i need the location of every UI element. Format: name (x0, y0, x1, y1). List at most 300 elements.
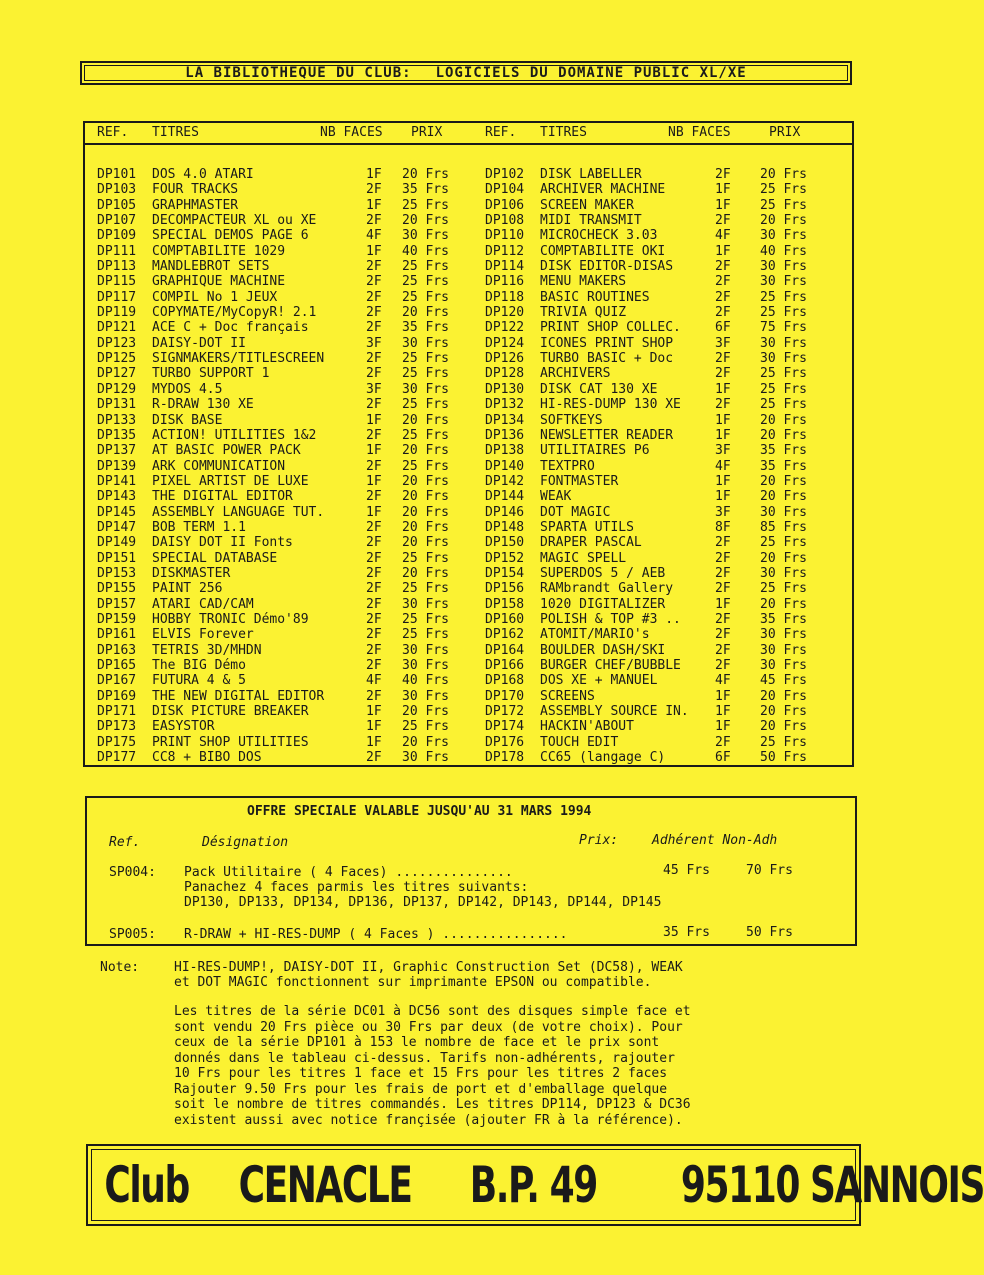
cell-ref-right: DP144 (485, 489, 525, 505)
cell-ref-left: DP121 (97, 320, 137, 336)
cell-faces-right: 3F (715, 335, 731, 351)
cell-title-right: SUPERDOS 5 / AEB (540, 565, 666, 581)
cell-faces-right: 1F (715, 182, 731, 198)
cell-price-right: 20 Frs (760, 167, 807, 182)
cell-ref-left: DP103 (97, 182, 137, 198)
cell-faces-right: 2F (715, 550, 731, 566)
cell-title-right: 1020 DIGITALIZER (540, 596, 666, 612)
offer-sp004-line2: Panachez 4 faces parmis les titres suivants: (184, 880, 529, 895)
cell-price-left: 30 Frs (402, 596, 449, 612)
cell-price-right: 25 Frs (760, 289, 807, 305)
cell-price-right: 20 Frs (760, 596, 807, 612)
offer-sp004-nonmember-price: 70 Frs (746, 863, 793, 878)
offer-title: OFFRE SPECIALE VALABLE JUSQU'AU 31 MARS 1994 (247, 804, 592, 819)
cell-ref-left: DP147 (97, 519, 137, 535)
cell-ref-left: DP153 (97, 565, 137, 581)
cell-ref-left: DP111 (97, 243, 137, 259)
note-paragraph-line: soit le nombre de titres commandés. Les titres DP114, DP123 & DC36 (174, 1097, 691, 1112)
cell-title-right: DISK EDITOR-DISAS (540, 259, 674, 275)
cell-ref-left: DP101 (97, 167, 137, 182)
note-paragraph-line: existent aussi avec notice françisée (ajouter FR à la référence). (174, 1112, 683, 1128)
cell-faces-left: 2F (366, 519, 382, 535)
cell-price-right: 25 Frs (760, 381, 807, 397)
cell-price-right: 25 Frs (760, 182, 807, 198)
cell-title-left: MYDOS 4.5 (152, 381, 223, 397)
table-row (85, 750, 852, 765)
cell-ref-right: DP160 (485, 611, 525, 627)
cell-price-right: 25 Frs (760, 197, 807, 213)
cell-title-right: MAGIC SPELL (540, 550, 627, 566)
cell-ref-left: DP157 (97, 596, 137, 612)
cell-faces-right: 2F (715, 627, 731, 643)
cell-ref-right: DP126 (485, 351, 525, 367)
cell-title-left: DAISY DOT II Fonts (152, 535, 293, 551)
cell-faces-left: 2F (366, 289, 382, 305)
table-row (85, 228, 852, 243)
cell-ref-right: DP124 (485, 335, 525, 351)
cell-ref-left: DP155 (97, 581, 137, 597)
cell-ref-left: DP139 (97, 458, 137, 474)
cell-price-right: 30 Frs (760, 335, 807, 351)
cell-ref-left: DP125 (97, 351, 137, 367)
cell-faces-left: 2F (366, 627, 382, 643)
table-row (85, 305, 852, 320)
cell-ref-right: DP114 (485, 259, 525, 275)
cell-faces-right: 2F (715, 305, 731, 321)
cell-faces-left: 2F (366, 489, 382, 505)
cell-price-left: 20 Frs (402, 489, 449, 505)
cell-title-right: HI-RES-DUMP 130 XE (540, 397, 681, 413)
cell-title-right: FONTMASTER (540, 473, 619, 489)
table-row (85, 673, 852, 688)
note-paragraph-line: sont vendu 20 Frs pièce ou 30 Frs par deux (de votre choix). Pour (174, 1019, 683, 1035)
column-header-ref-left: REF. (97, 125, 129, 140)
cell-ref-left: DP169 (97, 688, 137, 704)
cell-price-right: 20 Frs (760, 688, 807, 704)
cell-title-left: SPECIAL DEMOS PAGE 6 (152, 228, 309, 244)
cell-title-left: CC8 + BIBO DOS (152, 750, 262, 766)
cell-title-left: ELVIS Forever (152, 627, 254, 643)
cell-ref-left: DP127 (97, 366, 137, 382)
cell-price-left: 25 Frs (402, 397, 449, 413)
cell-faces-left: 1F (366, 243, 382, 259)
cell-title-left: PAINT 256 (152, 581, 223, 597)
column-header-titles-left: TITRES (152, 125, 199, 140)
cell-price-left: 20 Frs (402, 535, 449, 551)
cell-price-right: 40 Frs (760, 243, 807, 259)
cell-ref-right: DP102 (485, 167, 525, 182)
cell-title-right: ARCHIVERS (540, 366, 611, 382)
table-row (85, 612, 852, 627)
cell-ref-right: DP164 (485, 642, 525, 658)
table-row (85, 274, 852, 289)
table-row (85, 397, 852, 412)
cell-faces-right: 2F (715, 535, 731, 551)
cell-title-right: TOUCH EDIT (540, 734, 619, 750)
table-row (85, 627, 852, 642)
cell-ref-right: DP128 (485, 366, 525, 382)
cell-price-left: 25 Frs (402, 581, 449, 597)
cell-faces-left: 1F (366, 473, 382, 489)
offer-col-designation: Désignation (202, 835, 289, 850)
cell-title-left: DECOMPACTEUR XL ou XE (152, 213, 317, 229)
cell-ref-left: DP137 (97, 443, 137, 459)
cell-title-left: THE DIGITAL EDITOR (152, 489, 293, 505)
cell-faces-left: 2F (366, 458, 382, 474)
cell-title-left: ACTION! UTILITIES 1&2 (152, 427, 317, 443)
table-row (85, 704, 852, 719)
cell-ref-right: DP150 (485, 535, 525, 551)
cell-ref-left: DP149 (97, 535, 137, 551)
table-row (85, 535, 852, 550)
cell-title-right: TRIVIA QUIZ (540, 305, 627, 321)
cell-faces-left: 1F (366, 719, 382, 735)
cell-ref-right: DP136 (485, 427, 525, 443)
note-line-1: HI-RES-DUMP!, DAISY-DOT II, Graphic Construction Set (DC58), WEAK (174, 960, 683, 975)
offer-col-member: Adhérent Non-Adh (652, 833, 778, 848)
cell-price-right: 25 Frs (760, 581, 807, 597)
table-row (85, 167, 852, 182)
cell-faces-right: 1F (715, 427, 731, 443)
cell-ref-right: DP116 (485, 274, 525, 290)
cell-title-right: ASSEMBLY SOURCE IN. (540, 704, 689, 720)
cell-price-right: 20 Frs (760, 412, 807, 428)
cell-faces-right: 1F (715, 412, 731, 428)
cell-faces-left: 4F (366, 228, 382, 244)
table-row (85, 244, 852, 259)
cell-ref-right: DP122 (485, 320, 525, 336)
cell-faces-right: 2F (715, 274, 731, 290)
cell-price-left: 20 Frs (402, 305, 449, 321)
cell-title-right: BASIC ROUTINES (540, 289, 650, 305)
cell-faces-right: 2F (715, 289, 731, 305)
cell-ref-left: DP131 (97, 397, 137, 413)
offer-sp004-member-price: 45 Frs (663, 863, 710, 878)
cell-ref-left: DP105 (97, 197, 137, 213)
cell-price-left: 20 Frs (402, 504, 449, 520)
footer-club: Club (104, 1156, 189, 1214)
table-row (85, 658, 852, 673)
table-row (85, 351, 852, 366)
cell-ref-right: DP110 (485, 228, 525, 244)
cell-ref-left: DP165 (97, 658, 137, 673)
cell-price-left: 35 Frs (402, 182, 449, 198)
cell-ref-right: DP104 (485, 182, 525, 198)
cell-faces-left: 2F (366, 305, 382, 321)
footer-name: CENACLE (238, 1156, 412, 1214)
cell-price-left: 20 Frs (402, 704, 449, 720)
note-paragraph-line: Rajouter 9.50 Frs pour les frais de port et d'emballage quelque (174, 1081, 668, 1097)
cell-ref-left: DP135 (97, 427, 137, 443)
cell-price-left: 30 Frs (402, 658, 449, 673)
cell-price-left: 20 Frs (402, 473, 449, 489)
offer-sp005-name: R-DRAW + HI-RES-DUMP ( 4 Faces ) ................ (184, 927, 568, 942)
cell-title-right: NEWSLETTER READER (540, 427, 674, 443)
cell-faces-right: 1F (715, 596, 731, 612)
note-paragraph-line: ceux de la série DP101 à 153 le nombre de face et le prix sont (174, 1035, 660, 1050)
cell-title-right: DISK LABELLER (540, 167, 642, 182)
cell-ref-right: DP156 (485, 581, 525, 597)
cell-title-left: ASSEMBLY LANGUAGE TUT. (152, 504, 325, 520)
cell-faces-left: 2F (366, 397, 382, 413)
table-row (85, 382, 852, 397)
table-row (85, 336, 852, 351)
cell-ref-left: DP115 (97, 274, 137, 290)
cell-price-left: 25 Frs (402, 627, 449, 643)
cell-title-right: UTILITAIRES P6 (540, 443, 650, 459)
cell-title-right: DRAPER PASCAL (540, 535, 642, 551)
cell-price-left: 25 Frs (402, 351, 449, 367)
cell-price-left: 25 Frs (402, 458, 449, 474)
table-row (85, 489, 852, 504)
cell-ref-right: DP166 (485, 658, 525, 673)
cell-ref-right: DP158 (485, 596, 525, 612)
cell-title-right: ICONES PRINT SHOP (540, 335, 674, 351)
table-row (85, 443, 852, 458)
cell-faces-right: 8F (715, 519, 731, 535)
cell-title-left: PRINT SHOP UTILITIES (152, 734, 309, 750)
table-row (85, 719, 852, 734)
cell-ref-left: DP141 (97, 473, 137, 489)
cell-title-right: POLISH & TOP #3 .. (540, 611, 681, 627)
offer-col-ref: Ref. (109, 835, 141, 850)
cell-faces-left: 2F (366, 259, 382, 275)
cell-title-left: The BIG Démo (152, 658, 246, 673)
offer-sp004-line3: DP130, DP133, DP134, DP136, DP137, DP142, DP143, DP144, DP145 (184, 895, 662, 910)
table-row (85, 366, 852, 381)
cell-ref-left: DP173 (97, 719, 137, 735)
page-title-banner (80, 61, 852, 85)
cell-title-right: DOT MAGIC (540, 504, 611, 520)
cell-faces-left: 2F (366, 581, 382, 597)
catalog-table (83, 121, 854, 767)
cell-title-left: PIXEL ARTIST DE LUXE (152, 473, 309, 489)
catalog-body (85, 167, 852, 765)
cell-price-right: 50 Frs (760, 750, 807, 766)
cell-ref-left: DP175 (97, 734, 137, 750)
cell-price-right: 30 Frs (760, 504, 807, 520)
cell-price-right: 30 Frs (760, 627, 807, 643)
column-header-price-right: PRIX (769, 125, 801, 140)
cell-price-left: 25 Frs (402, 611, 449, 627)
cell-ref-left: DP171 (97, 704, 137, 720)
cell-faces-left: 2F (366, 320, 382, 336)
cell-faces-right: 2F (715, 351, 731, 367)
cell-faces-right: 3F (715, 443, 731, 459)
cell-ref-left: DP129 (97, 381, 137, 397)
cell-title-left: COMPIL No 1 JEUX (152, 289, 278, 305)
cell-price-left: 40 Frs (402, 243, 449, 259)
cell-ref-right: DP108 (485, 213, 525, 229)
offer-sp005-ref: SP005: (109, 927, 156, 942)
cell-price-right: 20 Frs (760, 473, 807, 489)
cell-title-left: GRAPHMASTER (152, 197, 239, 213)
cell-faces-left: 2F (366, 596, 382, 612)
cell-title-right: WEAK (540, 489, 572, 505)
note-line-2: et DOT MAGIC fonctionnent sur imprimante EPSON ou compatible. (174, 975, 652, 990)
cell-price-right: 25 Frs (760, 535, 807, 551)
cell-faces-left: 2F (366, 565, 382, 581)
cell-faces-right: 4F (715, 458, 731, 474)
cell-ref-right: DP152 (485, 550, 525, 566)
table-row (85, 551, 852, 566)
cell-ref-right: DP176 (485, 734, 525, 750)
cell-title-left: GRAPHIQUE MACHINE (152, 274, 286, 290)
cell-title-right: BOULDER DASH/SKI (540, 642, 666, 658)
cell-ref-left: DP163 (97, 642, 137, 658)
special-offer-box (85, 796, 857, 946)
cell-ref-left: DP113 (97, 259, 137, 275)
table-row (85, 735, 852, 750)
cell-price-left: 25 Frs (402, 427, 449, 443)
cell-title-left: TETRIS 3D/MHDN (152, 642, 262, 658)
cell-title-left: SPECIAL DATABASE (152, 550, 278, 566)
cell-price-right: 30 Frs (760, 259, 807, 275)
cell-price-right: 20 Frs (760, 704, 807, 720)
club-address-banner (86, 1144, 984, 1226)
cell-faces-right: 2F (715, 366, 731, 382)
note-paragraph-line: donnés dans le tableau ci-dessus. Tarifs non-adhérents, rajouter (174, 1050, 675, 1066)
cell-faces-right: 2F (715, 213, 731, 229)
cell-price-left: 25 Frs (402, 274, 449, 290)
note-paragraph-line: Les titres de la série DC01 à DC56 sont des disques simple face et (174, 1004, 691, 1019)
table-row (85, 213, 852, 228)
cell-price-left: 20 Frs (402, 213, 449, 229)
catalog-header-row (85, 123, 852, 145)
cell-price-right: 75 Frs (760, 320, 807, 336)
cell-title-left: HOBBY TRONIC Démo'89 (152, 611, 309, 627)
cell-ref-right: DP138 (485, 443, 525, 459)
cell-title-left: DISK PICTURE BREAKER (152, 704, 309, 720)
table-row (85, 689, 852, 704)
table-row (85, 198, 852, 213)
table-row (85, 643, 852, 658)
cell-price-left: 30 Frs (402, 228, 449, 244)
cell-ref-left: DP145 (97, 504, 137, 520)
cell-faces-right: 3F (715, 504, 731, 520)
cell-title-left: ARK COMMUNICATION (152, 458, 286, 474)
cell-faces-right: 2F (715, 167, 731, 182)
footer-city: 95110 SANNOIS (680, 1156, 984, 1214)
cell-faces-left: 1F (366, 167, 382, 182)
cell-faces-left: 1F (366, 504, 382, 520)
cell-ref-right: DP120 (485, 305, 525, 321)
cell-faces-right: 1F (715, 473, 731, 489)
cell-ref-right: DP118 (485, 289, 525, 305)
cell-title-right: ATOMIT/MARIO's (540, 627, 650, 643)
column-header-ref-right: REF. (485, 125, 517, 140)
cell-title-right: MENU MAKERS (540, 274, 627, 290)
cell-ref-right: DP140 (485, 458, 525, 474)
note-paragraph-line: 10 Frs pour les titres 1 face et 15 Frs pour les titres 2 faces (174, 1066, 668, 1081)
cell-price-right: 30 Frs (760, 642, 807, 658)
cell-price-left: 25 Frs (402, 366, 449, 382)
cell-ref-left: DP107 (97, 213, 137, 229)
offer-sp005-nonmember-price: 50 Frs (746, 925, 793, 940)
cell-faces-left: 4F (366, 673, 382, 689)
cell-faces-right: 2F (715, 565, 731, 581)
cell-title-left: THE NEW DIGITAL EDITOR (152, 688, 325, 704)
cell-price-left: 20 Frs (402, 443, 449, 459)
cell-price-right: 20 Frs (760, 489, 807, 505)
cell-title-right: BURGER CHEF/BUBBLE (540, 658, 681, 673)
cell-price-right: 25 Frs (760, 734, 807, 750)
note-label: Note: (100, 960, 140, 975)
cell-ref-right: DP168 (485, 673, 525, 689)
cell-faces-right: 1F (715, 197, 731, 213)
cell-faces-left: 2F (366, 182, 382, 198)
page-title-left: LA BIBLIOTHEQUE DU CLUB: (185, 65, 412, 81)
cell-faces-right: 2F (715, 611, 731, 627)
cell-title-left: SIGNMAKERS/TITLESCREEN (152, 351, 325, 367)
cell-price-right: 45 Frs (760, 673, 807, 689)
cell-ref-left: DP151 (97, 550, 137, 566)
cell-faces-left: 1F (366, 704, 382, 720)
cell-title-left: R-DRAW 130 XE (152, 397, 254, 413)
cell-title-left: TURBO SUPPORT 1 (152, 366, 270, 382)
table-row (85, 597, 852, 612)
cell-price-right: 25 Frs (760, 397, 807, 413)
cell-price-left: 25 Frs (402, 289, 449, 305)
cell-faces-left: 2F (366, 274, 382, 290)
table-row (85, 428, 852, 443)
cell-faces-right: 4F (715, 228, 731, 244)
cell-title-left: DISK BASE (152, 412, 223, 428)
cell-ref-right: DP106 (485, 197, 525, 213)
cell-price-right: 20 Frs (760, 213, 807, 229)
table-row (85, 320, 852, 335)
table-row (85, 259, 852, 274)
cell-price-left: 20 Frs (402, 519, 449, 535)
cell-title-right: TEXTPRO (540, 458, 595, 474)
cell-title-left: FUTURA 4 & 5 (152, 673, 246, 689)
column-header-faces-left: NB FACES (320, 125, 383, 140)
cell-price-left: 30 Frs (402, 381, 449, 397)
cell-price-right: 20 Frs (760, 550, 807, 566)
cell-price-left: 25 Frs (402, 259, 449, 275)
cell-title-left: FOUR TRACKS (152, 182, 239, 198)
cell-ref-right: DP130 (485, 381, 525, 397)
cell-faces-right: 1F (715, 489, 731, 505)
column-header-price-left: PRIX (411, 125, 443, 140)
cell-ref-left: DP159 (97, 611, 137, 627)
cell-faces-left: 2F (366, 351, 382, 367)
cell-faces-right: 1F (715, 381, 731, 397)
cell-ref-right: DP178 (485, 750, 525, 766)
cell-ref-left: DP123 (97, 335, 137, 351)
cell-faces-right: 1F (715, 719, 731, 735)
table-row (85, 474, 852, 489)
cell-faces-right: 6F (715, 320, 731, 336)
table-row (85, 290, 852, 305)
offer-sp004-ref: SP004: (109, 865, 156, 880)
cell-price-left: 30 Frs (402, 750, 449, 766)
cell-faces-left: 1F (366, 734, 382, 750)
cell-faces-left: 2F (366, 213, 382, 229)
cell-price-left: 20 Frs (402, 412, 449, 428)
cell-price-right: 30 Frs (760, 274, 807, 290)
cell-faces-left: 2F (366, 550, 382, 566)
table-row (85, 520, 852, 535)
cell-ref-right: DP134 (485, 412, 525, 428)
cell-title-right: SPARTA UTILS (540, 519, 634, 535)
cell-faces-left: 2F (366, 642, 382, 658)
cell-faces-right: 2F (715, 581, 731, 597)
cell-title-right: TURBO BASIC + Doc (540, 351, 674, 367)
cell-price-left: 20 Frs (402, 167, 449, 182)
cell-faces-left: 1F (366, 443, 382, 459)
cell-title-right: MICROCHECK 3.03 (540, 228, 658, 244)
